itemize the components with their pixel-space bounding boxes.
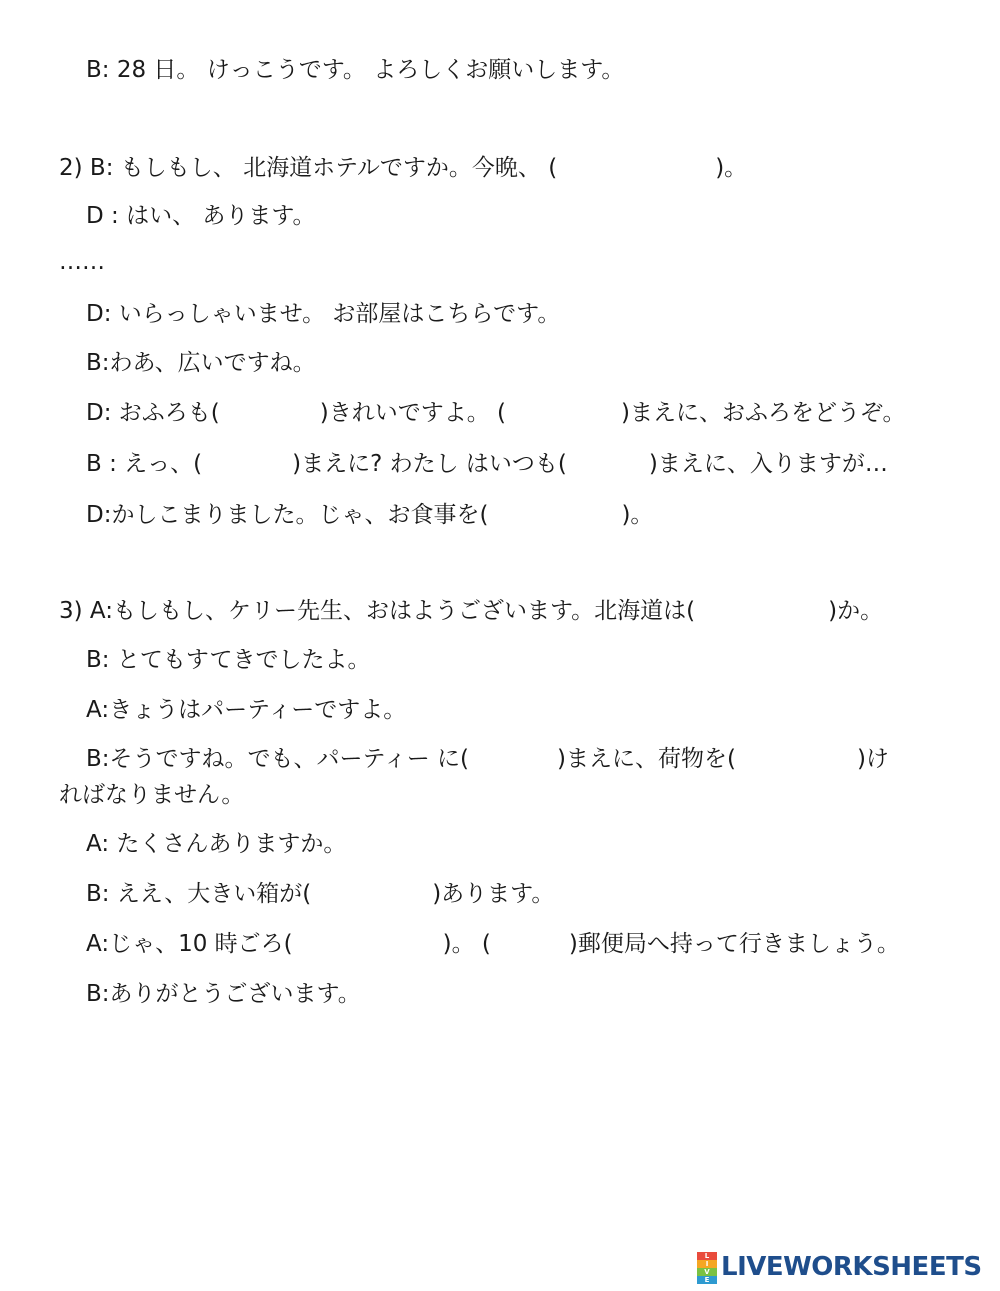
line-text: ればなりません。 [59,782,245,808]
line-text: B:わあ、広いですね。 [86,350,316,376]
dialogue-line [86,500,653,530]
line-text: )まえに? わたし はいつも( [292,451,567,477]
dialogue-line [86,201,316,231]
dialogue-line [59,247,105,277]
line-text: 3) A:もしもし、ケリー先生、おはようございます。北海道は( [59,598,696,624]
line-text: B : えっ、( [86,451,203,477]
dialogue-line [86,299,560,329]
line-text: )まえに、おふろをどうぞ。 [621,400,906,426]
line-text: )。 ( [442,931,491,957]
dialogue-line [86,929,900,959]
answer-blank-input[interactable] [488,503,621,529]
line-text: B: とてもすてきでしたよ。 [86,647,371,673]
dialogue-line [59,153,747,183]
dialogue-line [86,744,889,774]
line-text: D: いらっしゃいませ。 お部屋はこちらです。 [86,301,561,327]
line-text: )か。 [828,598,884,624]
dialogue-line [86,879,554,909]
answer-blank-input[interactable] [469,747,557,773]
answer-blank-input[interactable] [736,747,857,773]
answer-blank-input[interactable] [220,401,320,427]
line-text: A:きょうはパーティーですよ。 [86,697,407,723]
answer-blank-input[interactable] [567,452,649,478]
answer-blank-input[interactable] [695,599,828,625]
answer-blank-input[interactable] [491,932,569,958]
dialogue-line [86,829,346,859]
dialogue-line [86,449,888,479]
line-text: B: ええ、大きい箱が( [86,881,312,907]
line-text: D:かしこまりました。じゃ、お食事を( [86,502,489,528]
answer-blank-input[interactable] [293,932,443,958]
line-text: B:そうですね。でも、パーティー に( [86,746,469,772]
dialogue-line [86,398,906,428]
line-text: )け [856,746,889,772]
answer-blank-input[interactable] [506,401,621,427]
liveworksheets-logo-icon: L I V E [697,1252,717,1282]
line-text: )きれいですよ。 ( [319,400,507,426]
dialogue-line [86,979,361,1009]
line-text: )まえに、荷物を( [556,746,736,772]
line-text: A:じゃ、10 時ごろ( [86,931,293,957]
line-text: …… [59,249,105,275]
dialogue-line [86,645,371,675]
answer-blank-input[interactable] [311,882,432,908]
logo-text: LIVEWORKSHEETS [721,1252,982,1282]
line-text: 2) B: もしもし、 北海道ホテルですか。今晩、 ( [59,155,558,181]
line-text: )。 [621,502,654,528]
dialogue-line [86,695,406,725]
dialogue-line [86,348,316,378]
line-text: B: 28 日。 けっこうです。 よろしくお願いします。 [86,57,625,83]
answer-blank-input[interactable] [557,156,715,182]
line-text: )。 [715,155,748,181]
line-text: )あります。 [432,881,555,907]
dialogue-line [86,55,624,85]
line-text: A: たくさんありますか。 [86,831,347,857]
line-text: )まえに、入りますが… [648,451,888,477]
line-text: D : はい、 あります。 [86,203,316,229]
line-text: B:ありがとうございます。 [86,981,361,1007]
dialogue-line [59,596,883,626]
liveworksheets-logo [697,1252,982,1282]
dialogue-line [59,780,244,810]
line-text: )郵便局へ持って行きましょう。 [568,931,900,957]
line-text: D: おふろも( [86,400,220,426]
answer-blank-input[interactable] [202,452,292,478]
